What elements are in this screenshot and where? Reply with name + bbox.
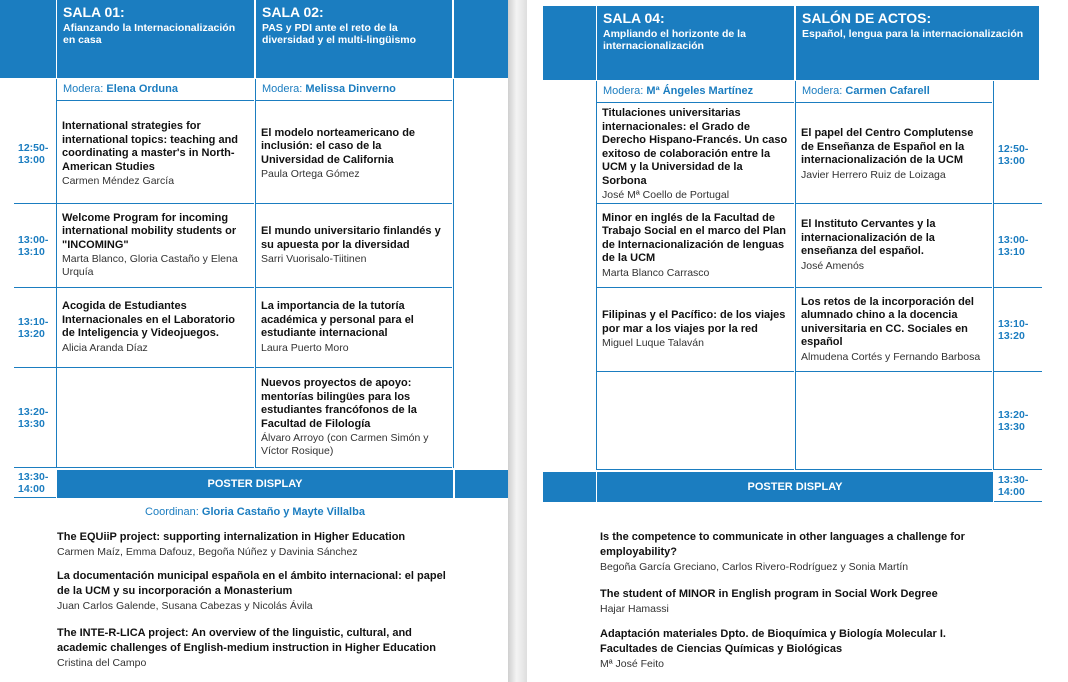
empty-session-cell [597,372,794,470]
time-label: 13:10- 13:20 [998,317,1029,342]
poster-authors: Carmen Maíz, Emma Dafouz, Begoña Núñez y Davinia Sánchez [57,546,358,558]
session-authors: Alicia Aranda Díaz [62,341,148,354]
session-title: El mundo universitario finlandés y su apuesta por la diversidad [261,225,441,251]
poster-gap [543,472,596,502]
session-cell [57,288,254,368]
divider [453,79,454,468]
poster-gap [455,470,508,498]
salon-header [796,6,1039,80]
session-cell [256,288,452,368]
poster-authors: Begoña García Greciano, Carlos Rivero-Rodríguez y Sonia Martín [600,561,909,573]
time-label: 13:10- 13:20 [18,315,49,340]
page-gutter [508,0,527,682]
header-gap [454,0,508,78]
session-authors: Miguel Luque Talaván [602,337,704,349]
session-authors: José Amenós [801,259,865,272]
sala02-subtitle: PAS y PDI ante el reto de la diversidad y el multi-lingüismo [262,22,417,46]
time-slot [14,368,56,468]
session-cell [597,288,794,372]
session-cell [256,204,452,288]
session-title: Los retos de la incorporación del alumnado chino a la docencia universitaria en CC. Sociales en español [801,295,974,348]
time-label: 13:20- 13:30 [18,405,49,430]
sala01-title: SALA 01: [63,4,125,20]
session-title: El papel del Centro Complutense de Enseñanza de Español en la internacionalización de la UCM [801,127,974,167]
moderator-label: Modera: [63,83,104,95]
time-slot [994,470,1042,502]
session-title: Minor en inglés de la Facultad de Trabajo Social en el marco del Plan de Internacionalización de lenguas de la UCM [602,211,787,264]
poster-display-banner [597,472,993,502]
session-title: International strategies for international topics: teaching and coordinating a master's in North-American Studies [62,120,239,173]
session-cell [57,105,254,204]
coordinators-label: Coordinan: [145,506,199,518]
header-corner [0,0,56,78]
poster-title: Is the competence to communicate in other languages a challenge for employability? [600,531,965,558]
time-label: 13:30- 14:00 [18,470,49,495]
sala04-moderator [597,81,794,103]
session-authors: Marta Blanco, Gloria Castaño y Elena Urquía [62,253,238,279]
sala04-header [597,6,794,80]
session-authors: Álvaro Arroyo (con Carmen Simón y Víctor Rosique) [261,432,429,457]
session-title: Nuevos proyectos de apoyo: mentorías bilingües para los estudiantes francófonos de la Facultad de Filología [261,377,417,430]
session-cell [796,288,992,372]
poster-item [600,530,1000,574]
session-cell [796,204,992,288]
session-title: El Instituto Cervantes y la internacionalización de la enseñanza del español. [801,218,936,258]
session-authors: Javier Herrero Ruiz de Loizaga [801,168,946,181]
session-cell [57,204,254,288]
sala02-moderator [256,79,452,101]
session-authors: Marta Blanco Carrasco [602,266,710,279]
poster-title: The student of MINOR in English program in Social Work Degree [600,588,938,600]
session-title: Acogida de Estudiantes Internacionales en el Laboratorio de Inteligencia y Videojuegos. [62,300,235,340]
time-slot [994,204,1042,288]
time-slot [14,288,56,368]
session-authors: Carmen Méndez García [62,175,175,187]
poster-title: La documentación municipal española en el ámbito internacional: el papel de la UCM y su incorporación a Monasterium [57,570,446,597]
right-page [527,0,1068,682]
sala01-moderator [57,79,254,101]
poster-authors: Hajar Hamassi [600,603,669,615]
poster-item [57,530,457,559]
poster-display-label: POSTER DISPLAY [207,478,303,490]
poster-authors: Mª José Feito [600,658,664,670]
session-authors: Sarri Vuorisalo-Tiitinen [261,253,367,265]
left-page [0,0,508,682]
empty-session-cell [57,368,254,468]
session-authors: Paula Ortega Gómez [261,168,360,181]
session-title: La importancia de la tutoría académica y personal para el estudiante internacional [261,300,414,340]
time-slot [14,105,56,204]
session-cell [796,106,992,204]
time-label: 12:50- 13:00 [998,142,1029,167]
moderator-name: Elena Orduna [106,83,178,95]
poster-item [600,627,1000,671]
coordinators-names: Gloria Castaño y Mayte Villalba [201,506,365,518]
poster-authors: Cristina del Campo [57,657,147,669]
poster-title: Adaptación materiales Dpto. de Bioquímica y Biología Molecular I. Facultades de Ciencias Químicas y Biológicas [600,628,946,655]
time-slot [994,106,1042,204]
time-label: 13:20- 13:30 [998,408,1029,433]
salon-subtitle: Español, lengua para la internacionalización [802,28,1024,40]
session-authors: Laura Puerto Moro [261,341,349,354]
session-cell [256,368,452,468]
session-cell [256,105,452,204]
time-slot [14,468,56,498]
poster-title: The EQUiiP project: supporting internalization in Higher Education [57,531,406,543]
poster-display-banner [57,470,453,498]
time-label: 12:50- 13:00 [18,142,49,166]
sala02-title: SALA 02: [262,4,324,20]
sala01-subtitle: Afianzando la Internacionalización en casa [63,22,236,46]
empty-session-cell [796,372,992,470]
session-authors: José Mª Coello de Portugal [602,189,730,201]
session-title: Filipinas y el Pacífico: de los viajes por mar a los viajes por la red [602,309,786,335]
time-slot [14,204,56,288]
sala04-title: SALA 04: [603,10,665,26]
header-corner [543,6,596,80]
poster-display-label: POSTER DISPLAY [747,481,843,493]
poster-item [57,569,457,613]
sala02-header [256,0,452,78]
session-cell [597,204,794,288]
sala04-subtitle: Ampliando el horizonte de la internacionalización [603,28,746,52]
session-title: El modelo norteamericano de inclusión: el caso de la Universidad de California [261,126,416,166]
moderator-label: Modera: [262,83,303,95]
time-label: 13:00- 13:10 [18,233,49,258]
poster-title: The INTE-R-LICA project: An overview of the linguistic, cultural, and academic challenges of English-medium instruction in Higher Education [57,627,436,654]
time-label: 13:00- 13:10 [998,233,1029,258]
salon-title: SALÓN DE ACTOS: [802,10,932,26]
session-title: Welcome Program for incoming international mobility students or "INCOMING" [62,211,237,251]
session-authors: Almudena Cortés y Fernando Barbosa [801,350,981,363]
moderator-name: Carmen Cafarell [845,85,930,97]
poster-item [600,587,1000,616]
sala01-header [57,0,254,78]
time-slot [994,372,1042,470]
time-slot [994,288,1042,372]
salon-moderator [796,81,992,103]
time-label: 13:30- 14:00 [998,473,1029,498]
session-cell [597,106,794,204]
coordinators [57,505,453,519]
moderator-label: Modera: [603,85,644,97]
moderator-name: Mª Ángeles Martínez [646,85,754,97]
session-title: Titulaciones universitarias internacionales: el Grado de Derecho Hispano-Francés. Un caso exitoso de colaboración entre la UCM y la Universidad de la Sorbona [602,107,788,187]
moderator-name: Melissa Dinverno [305,83,396,95]
poster-authors: Juan Carlos Galende, Susana Cabezas y Nicolás Ávila [57,600,313,612]
moderator-label: Modera: [802,85,843,97]
poster-item [57,626,457,670]
